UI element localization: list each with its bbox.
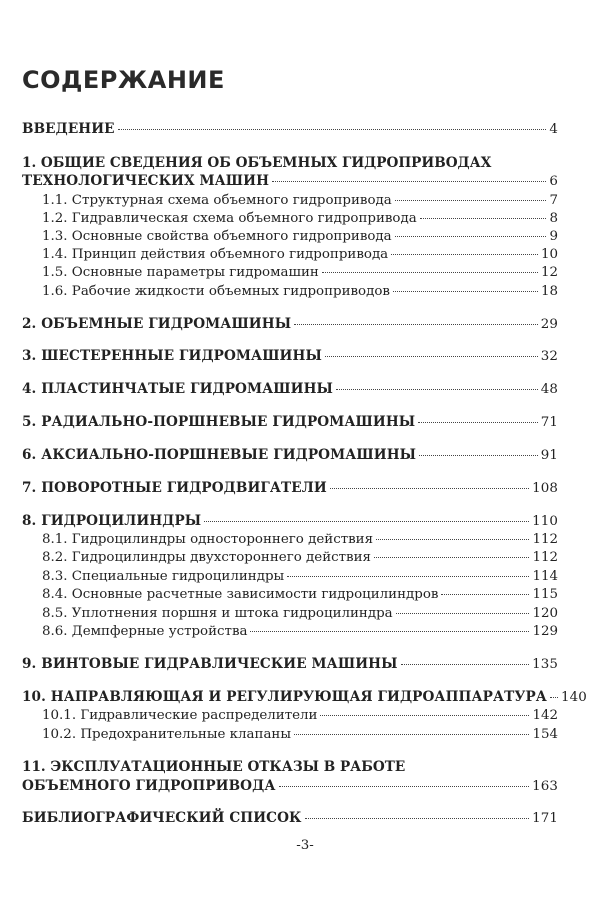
toc-entry-page: 112 <box>532 550 558 565</box>
toc-entry-page: 163 <box>532 779 558 794</box>
toc-entry-section-1-2[interactable] <box>42 211 558 226</box>
toc-entry-title: 8.4. Основные расчетные зависимости гидроцилиндров <box>42 587 439 602</box>
toc-entry-chapter-4[interactable] <box>22 381 558 397</box>
dot-leader <box>420 218 547 219</box>
toc-entry-title: 1.6. Рабочие жидкости объемных гидроприводов <box>42 284 390 299</box>
dot-leader <box>550 697 558 698</box>
toc-entry-page: 140 <box>560 690 587 705</box>
toc-entry-section-1-5[interactable] <box>42 265 558 280</box>
toc-entry-title: 8.3. Специальные гидроцилиндры <box>42 569 285 584</box>
dot-leader <box>279 786 530 787</box>
toc-entry-title: 3. ШЕСТЕРЕННЫЕ ГИДРОМАШИНЫ <box>22 348 322 364</box>
toc-entry-page: 48 <box>540 382 558 397</box>
toc-entry-page: 6 <box>549 174 558 189</box>
dot-leader <box>305 818 530 819</box>
toc-entry-section-8-3[interactable] <box>42 569 558 584</box>
toc-entry-page: 135 <box>532 657 558 672</box>
dot-leader <box>396 613 530 614</box>
toc-entry-title: 10.2. Предохранительные клапаны <box>42 727 292 742</box>
toc-entry-chapter-1[interactable] <box>22 173 558 189</box>
toc-entry-section-8-5[interactable] <box>42 606 558 621</box>
toc-entry-section-8-1[interactable] <box>42 532 558 547</box>
toc-entry-chapter-2[interactable] <box>22 316 558 332</box>
dot-leader <box>294 324 538 325</box>
toc-entry-intro[interactable] <box>22 121 558 137</box>
toc-entry-title: 8. ГИДРОЦИЛИНДРЫ <box>22 513 202 529</box>
toc-entry-title: ТЕХНОЛОГИЧЕСКИХ МАШИН <box>22 173 270 189</box>
toc-entry-chapter-11[interactable] <box>22 778 558 794</box>
dot-leader <box>272 181 546 182</box>
dot-leader <box>325 356 538 357</box>
toc-entry-page: 171 <box>532 811 558 826</box>
toc-entry-title: 7. ПОВОРОТНЫЕ ГИДРОДВИГАТЕЛИ <box>22 480 327 496</box>
dot-leader <box>322 272 538 273</box>
dot-leader <box>374 557 529 558</box>
toc-entry-title: 1.3. Основные свойства объемного гидропривода <box>42 229 392 244</box>
toc-entry-page: 108 <box>532 481 558 496</box>
dot-leader <box>330 488 529 489</box>
toc-entry-page: 129 <box>532 624 558 639</box>
toc-entry-chapter-7[interactable] <box>22 480 558 496</box>
page-title: СОДЕРЖАНИЕ <box>22 66 225 94</box>
dot-leader <box>393 291 538 292</box>
dot-leader <box>320 715 529 716</box>
toc-entry-page: 114 <box>532 569 558 584</box>
toc-entry-title: ВВЕДЕНИЕ <box>22 121 115 137</box>
toc-entry-page: 112 <box>532 532 558 547</box>
toc-entry-page: 154 <box>532 727 558 742</box>
toc-entry-page: 8 <box>549 211 558 226</box>
toc-entry-section-8-2[interactable] <box>42 550 558 565</box>
toc-entry-title-line1: 11. ЭКСПЛУАТАЦИОННЫЕ ОТКАЗЫ В РАБОТЕ <box>22 759 406 775</box>
toc-entry-page: 142 <box>532 708 558 723</box>
toc-entry-title-line1: 1. ОБЩИЕ СВЕДЕНИЯ ОБ ОБЪЕМНЫХ ГИДРОПРИВОДАХ <box>22 155 492 171</box>
toc-entry-section-1-3[interactable] <box>42 229 558 244</box>
toc-entry-page: 120 <box>532 606 558 621</box>
dot-leader <box>395 236 547 237</box>
toc-entry-bibliography[interactable] <box>22 810 558 826</box>
dot-leader <box>294 734 529 735</box>
toc-entry-page: 18 <box>540 284 558 299</box>
toc-entry-title: 5. РАДИАЛЬНО-ПОРШНЕВЫЕ ГИДРОМАШИНЫ <box>22 414 416 430</box>
toc-entry-page: 115 <box>532 587 558 602</box>
toc-entry-title: 1.2. Гидравлическая схема объемного гидропривода <box>42 211 417 226</box>
toc-entry-section-8-4[interactable] <box>42 587 558 602</box>
toc-entry-page: 91 <box>540 448 558 463</box>
toc-entry-section-1-6[interactable] <box>42 284 558 299</box>
toc-entry-title: БИБЛИОГРАФИЧЕСКИЙ СПИСОК <box>22 810 302 826</box>
toc-entry-title: 8.5. Уплотнения поршня и штока гидроцилиндра <box>42 606 393 621</box>
toc-entry-title: 2. ОБЪЕМНЫЕ ГИДРОМАШИНЫ <box>22 316 292 332</box>
toc-entry-title: 10. НАПРАВЛЯЮЩАЯ И РЕГУЛИРУЮЩАЯ ГИДРОАППАРАТУРА <box>22 689 547 705</box>
dot-leader <box>118 129 547 130</box>
toc-entry-section-10-2[interactable] <box>42 727 558 742</box>
dot-leader <box>419 455 538 456</box>
toc-entry-page: 12 <box>540 265 558 280</box>
toc-entry-title: 6. АКСИАЛЬНО-ПОРШНЕВЫЕ ГИДРОМАШИНЫ <box>22 447 417 463</box>
toc-entry-title: 8.2. Гидроцилиндры двухстороннего действия <box>42 550 371 565</box>
dot-leader <box>250 631 529 632</box>
dot-leader <box>204 521 529 522</box>
toc-entry-chapter-8[interactable] <box>22 513 558 529</box>
dot-leader <box>376 539 529 540</box>
toc-entry-title: 1.4. Принцип действия объемного гидропривода <box>42 247 389 262</box>
toc-entry-section-1-4[interactable] <box>42 247 558 262</box>
toc-entry-page: 110 <box>532 514 558 529</box>
toc-entry-title: 8.6. Демпферные устройства <box>42 624 248 639</box>
dot-leader <box>418 422 538 423</box>
toc-entry-page: 9 <box>549 229 558 244</box>
toc-entry-title: 1.5. Основные параметры гидромашин <box>42 265 319 280</box>
dot-leader <box>336 389 538 390</box>
toc-entry-page: 7 <box>549 193 558 208</box>
toc-entry-title: 8.1. Гидроцилиндры одностороннего действия <box>42 532 374 547</box>
toc-entry-page: 29 <box>540 317 558 332</box>
dot-leader <box>395 200 547 201</box>
toc-entry-page: 10 <box>540 247 558 262</box>
toc-entry-chapter-3[interactable] <box>22 348 558 364</box>
toc-entry-title: 10.1. Гидравлические распределители <box>42 708 318 723</box>
dot-leader <box>401 664 530 665</box>
toc-entry-title: ОБЪЕМНОГО ГИДРОПРИВОДА <box>22 778 276 794</box>
toc-entry-page: 4 <box>549 122 558 137</box>
dot-leader <box>391 254 538 255</box>
toc-entry-title: 1.1. Структурная схема объемного гидропривода <box>42 193 392 208</box>
toc-entry-title: 9. ВИНТОВЫЕ ГИДРАВЛИЧЕСКИЕ МАШИНЫ <box>22 656 398 672</box>
toc-entry-chapter-6[interactable] <box>22 447 558 463</box>
toc-entry-page: 71 <box>540 415 558 430</box>
toc-entry-section-10-1[interactable] <box>42 708 558 723</box>
toc-entry-chapter-10[interactable] <box>22 689 587 705</box>
toc-entry-chapter-5[interactable] <box>22 414 558 430</box>
toc-entry-page: 32 <box>540 349 558 364</box>
toc-entry-section-8-6[interactable] <box>42 624 558 639</box>
dot-leader <box>441 594 529 595</box>
page-number: -3- <box>296 838 314 853</box>
toc-entry-title: 4. ПЛАСТИНЧАТЫЕ ГИДРОМАШИНЫ <box>22 381 333 397</box>
toc-entry-section-1-1[interactable] <box>42 193 558 208</box>
dot-leader <box>287 576 529 577</box>
toc-entry-chapter-9[interactable] <box>22 656 558 672</box>
